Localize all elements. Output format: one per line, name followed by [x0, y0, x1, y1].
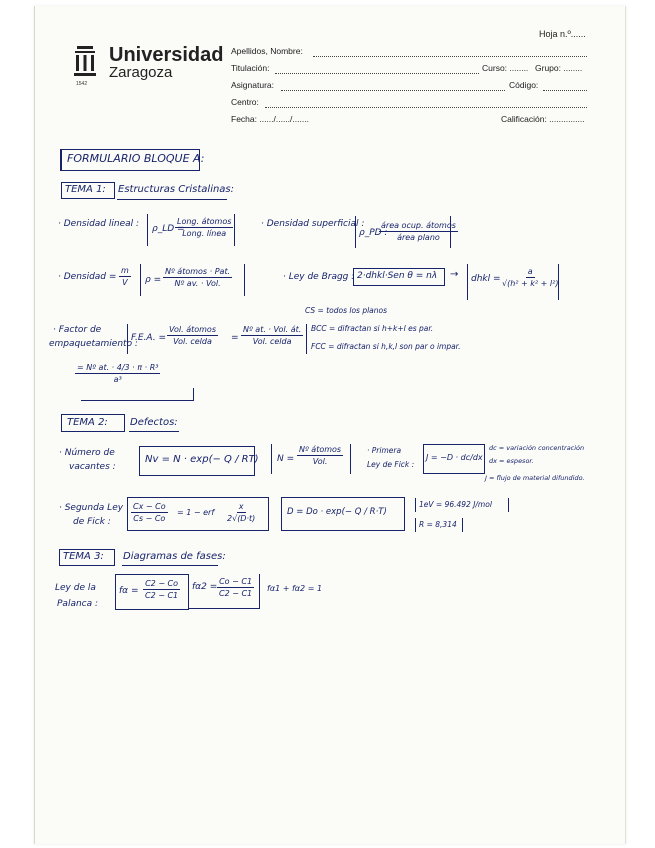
densidad-superficial-den: área plano	[397, 233, 440, 242]
densidad-lineal-lhs: ρ_LD =	[152, 224, 185, 234]
fep-den-2: Vol. celda	[252, 337, 292, 346]
bcc-note: BCC = difractan si h+k+l es par.	[311, 324, 434, 333]
dx-note: dx = espesor.	[489, 457, 534, 465]
bragg-equation: 2·dhkl·Sen θ = nλ	[357, 271, 438, 281]
n-box-open	[271, 444, 275, 474]
fep-box-close	[303, 324, 307, 354]
palanca-label-1: Ley de la	[55, 583, 96, 593]
asignatura-label: Asignatura:	[231, 80, 274, 90]
densidad-lineal-close	[231, 214, 235, 246]
dhkl-box-close	[555, 264, 559, 300]
fep-label-1: · Factor de	[53, 325, 102, 335]
n-box-close	[347, 444, 351, 474]
fick2-rhs: = 1 − erf	[177, 508, 215, 517]
dhkl-fraction	[500, 266, 560, 289]
densidad-num: Nº átomos · Pat.	[165, 267, 231, 276]
n-fraction	[297, 444, 343, 467]
titulacion-label: Titulación:	[231, 63, 270, 73]
fecha-label[interactable]: Fecha: ....../....../.......	[231, 114, 309, 124]
vacantes-equation: Nv = N · exp(− Q / RT)	[145, 454, 259, 465]
fb-fraction	[217, 576, 254, 599]
centro-field[interactable]	[265, 107, 587, 108]
n-den: Vol.	[312, 457, 328, 466]
bragg-label: · Ley de Bragg :	[283, 272, 355, 282]
palanca-label-2: Palanca :	[57, 599, 99, 609]
fep-equals: =	[231, 333, 239, 343]
fractions-sum: fα1 + fα2 = 1	[267, 584, 323, 593]
fick2-erf-fraction	[225, 501, 257, 524]
apellidos-label: Apellidos, Nombre:	[231, 46, 303, 56]
fb-num: Co − C1	[219, 577, 253, 586]
densidad-box-close	[241, 264, 245, 296]
fep-num-2: Nº at. · Vol. át.	[243, 325, 302, 334]
university-crest-icon	[73, 46, 97, 86]
titulacion-field[interactable]	[275, 73, 479, 74]
notes-title: FORMULARIO BLOQUE A:	[67, 152, 205, 165]
fa-den: C2 − C1	[145, 591, 179, 600]
fep-line-2: = Nº at. · 4/3 · π · R³	[77, 363, 159, 372]
fep-den-3: a³	[113, 375, 122, 384]
university-name: Universidad	[109, 44, 224, 66]
densidad-lineal-fraction	[175, 216, 233, 239]
fb-den: C2 − C1	[219, 589, 253, 598]
fa-fraction	[143, 578, 180, 601]
j-note: J = flujo de material difundido.	[485, 474, 585, 482]
centro-label: Centro:	[231, 97, 259, 107]
densidad-fraction	[163, 266, 232, 289]
densidad-v: V	[122, 278, 128, 287]
fep-label-2: empaquetamiento :	[49, 339, 138, 349]
fcc-note: FCC = difractan si h,k,l son par o impar.	[311, 342, 461, 351]
tema2-topic-underline	[129, 431, 179, 432]
fep-num-1: Vol. átomos	[169, 325, 216, 334]
r-constant: R = 8,314	[419, 520, 457, 529]
kev-constant: 1eV = 96.492 J/mol	[419, 500, 492, 509]
dhkl-den: √(h² + k² + l²)	[502, 279, 559, 288]
tema2-topic: Defectos:	[130, 417, 178, 428]
sheet-number-label: Hoja n.º......	[539, 29, 586, 39]
fick1-label-2: Ley de Fick :	[367, 460, 415, 469]
answer-sheet	[34, 6, 626, 844]
densidad-m: m	[121, 266, 129, 275]
fick2-erf-num: x	[238, 502, 244, 511]
densidad-superficial-num: área ocup. átomos	[381, 221, 456, 230]
university-year: 1542	[76, 81, 88, 87]
fep-den-1: Vol. celda	[173, 337, 212, 346]
densidad-superficial-label: · Densidad superficial :	[261, 219, 365, 229]
tema3-heading: TEMA 3:	[63, 551, 104, 562]
densidad-den: Nº av. · Vol.	[174, 279, 221, 288]
vacantes-label-1: · Número de	[59, 448, 115, 458]
d-equation: D = Do · exp(− Q / R·T)	[287, 507, 387, 517]
fep-fraction-1	[167, 324, 218, 347]
densidad-mv-fraction	[119, 265, 131, 288]
university-logo	[73, 44, 223, 90]
fick1-equation: J = −D · dc/dx	[426, 453, 483, 462]
fep-fraction-3	[75, 362, 160, 385]
calificacion-label[interactable]: Calificación: ...............	[501, 114, 585, 124]
codigo-field[interactable]	[543, 90, 587, 91]
fick2-label-1: · Segunda Ley	[59, 503, 124, 513]
densidad-lineal-num: Long. átomos	[177, 217, 232, 226]
fick1-label-1: · Primera	[367, 446, 402, 455]
fep-line2-bracket	[81, 388, 194, 401]
fep-lhs: F.E.A. =	[131, 333, 167, 343]
densidad-superficial-close	[447, 216, 451, 248]
cs-note: CS = todos los planos	[305, 306, 388, 315]
apellidos-field[interactable]	[313, 56, 587, 57]
fick2-fraction	[131, 501, 168, 524]
tema1-topic-underline	[117, 199, 227, 200]
tema2-heading: TEMA 2:	[67, 417, 108, 428]
densidad-lineal-label: · Densidad lineal :	[58, 219, 140, 229]
fick2-num: Cx − Co	[133, 502, 166, 511]
n-lhs: N =	[277, 454, 295, 464]
fick2-den: Cs − Co	[133, 514, 166, 523]
grupo-label[interactable]: Grupo: ........	[535, 63, 583, 73]
n-num: Nº átomos	[299, 445, 342, 454]
fb-lhs: fα2 =	[192, 582, 218, 592]
asignatura-field[interactable]	[281, 90, 505, 91]
fa-lhs: fα =	[119, 586, 139, 596]
dhkl-num: a	[527, 267, 533, 276]
codigo-label: Código:	[509, 80, 539, 90]
fick2-erf-den: 2√(D·t)	[227, 514, 256, 523]
densidad-rho: ρ =	[145, 275, 162, 285]
fick2-label-2: de Fick :	[73, 517, 111, 527]
tema1-heading: TEMA 1:	[65, 184, 106, 195]
university-city: Zaragoza	[109, 64, 173, 81]
tema3-topic-underline	[122, 565, 218, 566]
fa-num: C2 − Co	[145, 579, 179, 588]
vacantes-label-2: vacantes :	[69, 462, 116, 472]
dc-note: dc = variación concentración	[489, 444, 585, 452]
densidad-label: · Densidad =	[58, 272, 117, 282]
tema1-topic: Estructuras Cristalinas:	[118, 184, 235, 195]
densidad-superficial-lhs: ρ_PD :	[359, 228, 388, 238]
curso-label[interactable]: Curso: ........	[482, 63, 529, 73]
densidad-lineal-den: Long. línea	[182, 229, 227, 238]
tema3-topic: Diagramas de fases:	[123, 551, 226, 562]
fep-fraction-2	[241, 324, 303, 347]
densidad-box-open	[140, 264, 144, 296]
bragg-arrow: →	[450, 269, 459, 280]
dhkl-lhs: dhkl =	[471, 274, 501, 284]
